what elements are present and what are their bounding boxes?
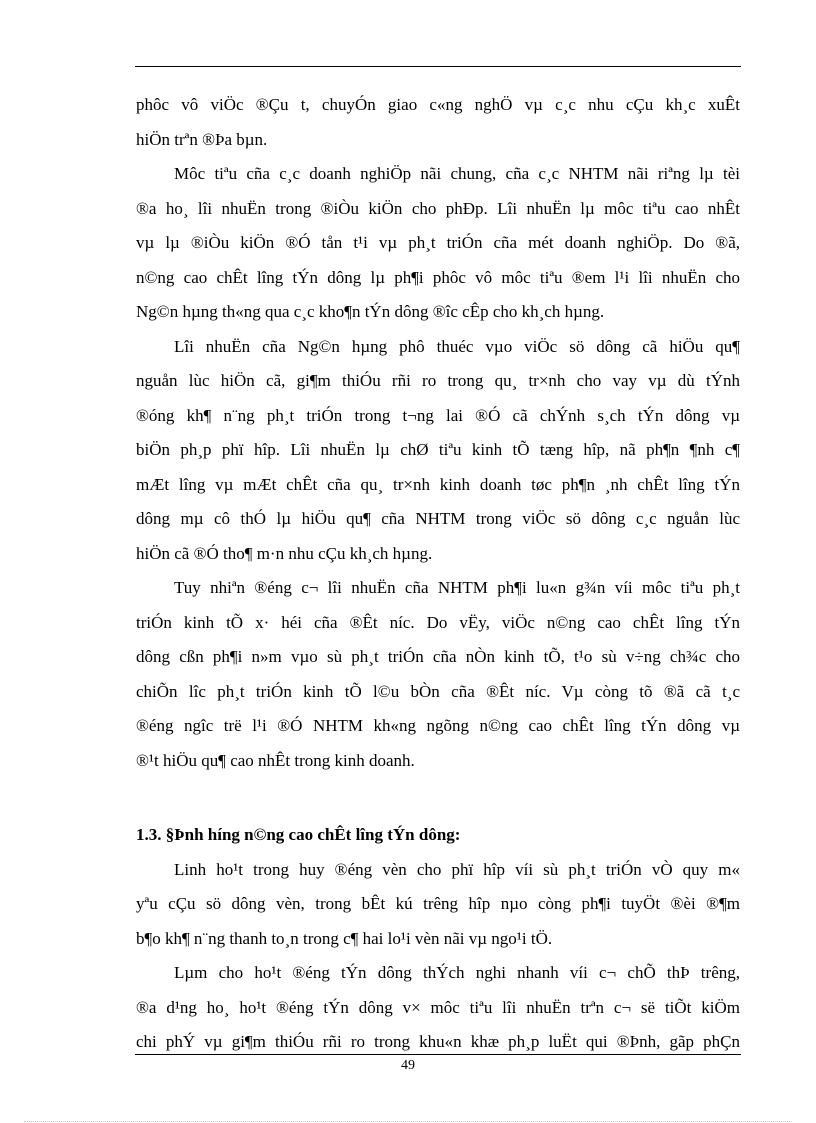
text-line: Môc tiªu cña c¸c doanh nghiÖp nãi chung, cña c¸c NHTM nãi riªng lµ tèi <box>174 164 740 183</box>
text-line: Ng©n hµng th«ng qua c¸c kho¶n tÝn dông ®îc cÊp cho kh¸ch hµng. <box>136 302 605 321</box>
text-line: yªu cÇu sö dông vèn, trong bÊt kú trêng hîp nµo còng ph¶i tuyÖt ®èi ®¶m <box>136 894 740 913</box>
section-heading: 1.3. §Þnh híng n©ng cao chÊt lîng tÝn dông: <box>136 825 461 844</box>
text-line: mÆt lîng vµ mÆt chÊt cña qu¸ tr×nh kinh doanh tøc ph¶n ¸nh chÊt lîng tÝn <box>136 474 740 494</box>
text-line: Tuy nhiªn ®éng c¬ lîi nhuËn cña NHTM ph¶i lu«n g¾n víi môc tiªu ph¸t <box>174 578 740 597</box>
paragraph <box>136 956 740 1060</box>
footer-rule <box>135 1054 741 1055</box>
page-body <box>136 88 740 1060</box>
text-line: dông mµ cô thÓ lµ hiÖu qu¶ cña NHTM trong viÖc sö dông c¸c nguån lùc <box>136 509 740 528</box>
text-line: hiÖn trªn ®Þa bµn. <box>136 129 268 149</box>
paragraph <box>136 157 740 330</box>
page-edge-divider <box>24 1121 792 1122</box>
text-line: Lîi nhuËn cña Ng©n hµng phô thuéc vµo viÖc sö dông cã hiÖu qu¶ <box>174 336 740 356</box>
text-line: ®éng ngîc trë l¹i ®Ó NHTM kh«ng ngõng n©ng cao chÊt lîng tÝn dông vµ <box>136 716 740 735</box>
text-line: ®a ho¸ lîi nhuËn trong ®iÒu kiÖn cho phÐp. Lîi nhuËn lµ môc tiªu cao nhÊt <box>136 198 740 218</box>
text-line: biÖn ph¸p phï hîp. Lîi nhuËn lµ chØ tiªu kinh tÕ tæng hîp, nã ph¶n ¶nh c¶ <box>136 440 740 459</box>
text-line: chiÕn lîc ph¸t triÓn kinh tÕ l©u bÒn cña ®Êt níc. Vµ còng tõ ®ã cã t¸c <box>136 681 740 701</box>
text-line: b¶o kh¶ n¨ng thanh to¸n trong c¶ hai lo¹i vèn nãi vµ ngo¹i tÖ. <box>136 928 553 948</box>
paragraph <box>136 330 740 572</box>
text-line: vµ lµ ®iÒu kiÖn ®Ó tån t¹i vµ ph¸t triÓn cña mét doanh nghiÖp. Do ®ã, <box>136 233 740 252</box>
text-line: ®a d¹ng ho¸ ho¹t ®éng tÝn dông v× môc tiªu lîi nhuËn trªn c¬ së tiÕt kiÖm <box>136 997 740 1017</box>
text-line: Linh ho¹t trong huy ®éng vèn cho phï hîp víi sù ph¸t triÓn vÒ quy m« <box>174 859 740 879</box>
text-line: n©ng cao chÊt lîng tÝn dông lµ ph¶i phôc vô môc tiªu ®em l¹i lîi nhuËn cho <box>136 267 740 287</box>
text-line: nguån lùc hiÖn cã, gi¶m thiÓu rñi ro trong qu¸ tr×nh cho vay vµ dù tÝnh <box>136 371 740 390</box>
text-line: hiÖn cã ®Ó tho¶ m·n nhu cÇu kh¸ch hµng. <box>136 543 433 563</box>
paragraph <box>136 571 740 778</box>
text-line: ®óng kh¶ n¨ng ph¸t triÓn trong t¬ng lai ®Ó cã chÝnh s¸ch tÝn dông vµ <box>136 405 740 425</box>
text-line: phôc vô viÖc ®Çu t, chuyÓn giao c«ng nghÖ vµ c¸c nhu cÇu kh¸c xuÊt <box>136 95 740 114</box>
paragraph <box>136 853 740 957</box>
text-line: ®¹t hiÖu qu¶ cao nhÊt trong kinh doanh. <box>136 750 415 770</box>
paragraph <box>136 88 740 157</box>
header-rule <box>135 66 741 67</box>
text-line: chi phÝ vµ gi¶m thiÓu rñi ro trong khu«n khæ ph¸p luËt qui ®Þnh, gãp phÇn <box>136 1032 740 1051</box>
page-number: 49 <box>401 1058 415 1073</box>
text-line: Lµm cho ho¹t ®éng tÝn dông thÝch nghi nhanh víi c¬ chÕ thÞ trêng, <box>174 963 740 982</box>
text-line: dông cßn ph¶i n»m vµo sù ph¸t triÓn cña nÒn kinh tÕ, t¹o sù v÷ng ch¾c cho <box>136 647 740 666</box>
text-line: triÓn kinh tÕ x· héi cña ®Êt níc. Do vËy, viÖc n©ng cao chÊt lîng tÝn <box>136 612 740 632</box>
section-spacer <box>136 778 740 818</box>
